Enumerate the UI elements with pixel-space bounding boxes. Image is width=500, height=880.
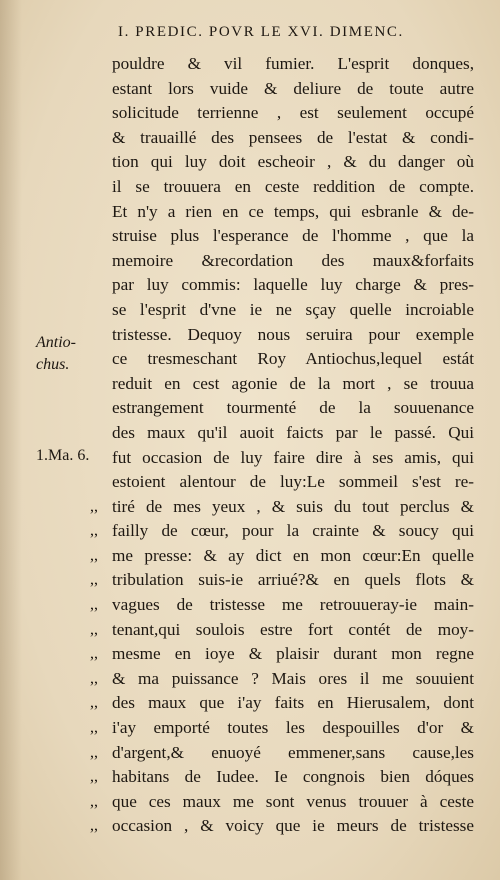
text-line: ce tresmeschant Roy Antiochus,lequel estát: [112, 349, 474, 369]
quoted-text: i'ay emporté toutes les despouilles d'or &: [112, 718, 474, 738]
text-line: se l'esprit d'vne ie ne sçay quelle incroiable: [112, 299, 474, 319]
quoted-text: mesme en ioye & plaisir durant mon regne: [112, 644, 474, 664]
text-line: des maux qu'il auoit faicts par le passé. Qui: [112, 422, 474, 442]
quoted-text: occasion , & voicy que ie meurs de tristesse: [112, 816, 474, 836]
quote-mark: ,,: [90, 792, 98, 810]
quote-mark: ,,: [90, 645, 98, 663]
quoted-line: [90, 642, 474, 667]
quoted-line: [90, 814, 474, 839]
quoted-text: & ma puissance ? Mais ores il me souuient: [112, 668, 474, 688]
quoted-line: [90, 495, 474, 520]
quote-mark: ,,: [90, 719, 98, 737]
text-line: Et n'y a rien en ce temps, qui esbranle & de-: [112, 201, 474, 221]
quote-mark: ,,: [90, 522, 98, 540]
quote-mark: ,,: [90, 620, 98, 638]
quoted-text: tiré de mes yeux , & suis du tout perclus &: [112, 496, 474, 516]
body-text: [90, 52, 474, 839]
text-line: & trauaillé des pensees de l'estat & condi-: [112, 127, 474, 147]
text-line: par luy commis: laquelle luy charge & pres-: [112, 275, 474, 295]
text-line: tristesse. Dequoy nous seruira pour exemple: [112, 324, 474, 344]
quote-mark: ,,: [90, 571, 98, 589]
quoted-text: failly de cœur, pour la crainte & soucy qui: [112, 521, 474, 541]
quote-mark: ,,: [90, 497, 98, 515]
text-line: memoire &recordation des maux&forfaits: [112, 250, 474, 270]
margin-note-maccabees: 1.Ma. 6.: [36, 447, 90, 464]
quoted-text: me presse: & ay dict en mon cœur:En quelle: [112, 545, 474, 565]
running-head: I. PREDIC. POVR LE XVI. DIMENC.: [118, 24, 404, 40]
quote-mark: ,,: [90, 817, 98, 835]
quoted-text: d'argent,& enuoyé emmener,sans cause,les: [112, 742, 474, 762]
gutter-shadow: [0, 0, 22, 880]
quoted-line: [90, 618, 474, 643]
margin-note-antiochus-line2: chus.: [36, 356, 70, 373]
text-line: il se trouuera en ceste reddition de compte.: [112, 176, 474, 196]
text-line: fut occasion de luy faire dire à ses amis, qui: [112, 447, 474, 467]
quote-mark: ,,: [90, 546, 98, 564]
quote-mark: ,,: [90, 596, 98, 614]
quoted-text: des maux que i'ay faits en Hierusalem, dont: [112, 693, 474, 713]
quoted-line: [90, 716, 474, 741]
quoted-line: [90, 568, 474, 593]
quoted-line: [90, 790, 474, 815]
margin-note-antiochus-line1: Antio-: [36, 334, 76, 351]
text-line: pouldre & vil fumier. L'esprit donques,: [112, 54, 474, 73]
quoted-line: [90, 691, 474, 716]
quoted-line: [90, 519, 474, 544]
quote-mark: ,,: [90, 743, 98, 761]
quoted-line: [90, 593, 474, 618]
quoted-text: vagues de tristesse me retrouueray-ie main-: [112, 595, 474, 615]
quoted-line: [90, 544, 474, 569]
quote-mark: ,,: [90, 694, 98, 712]
text-line: estrangement tourmenté de la souuenance: [112, 398, 474, 418]
quoted-text: que ces maux me sont venus trouuer à ceste: [112, 791, 474, 811]
margin-note-antiochus: [36, 332, 106, 376]
text-line: solicitude terrienne , est seulement occupé: [112, 103, 474, 123]
quoted-line: [90, 667, 474, 692]
text-line: struise plus l'esperance de l'homme , que la: [112, 226, 474, 246]
quoted-line: [90, 741, 474, 766]
text-line: estoient alentour de luy:Le sommeil s'est re-: [112, 472, 474, 492]
text-line: estant lors vuide & deliure de toute autre: [112, 78, 474, 98]
text-line: tion qui luy doit escheoir , & du danger où: [112, 152, 474, 172]
text-line: reduit en cest agonie de la mort , se trouua: [112, 373, 474, 393]
quoted-line: [90, 765, 474, 790]
quote-mark: ,,: [90, 669, 98, 687]
quoted-text: tribulation suis-ie arriué?& en quels flots &: [112, 570, 474, 590]
quote-mark: ,,: [90, 768, 98, 786]
quoted-text: habitans de Iudee. Ie congnois bien dóques: [112, 767, 474, 787]
quoted-text: tenant,qui soulois estre fort contét de moy-: [112, 619, 474, 639]
